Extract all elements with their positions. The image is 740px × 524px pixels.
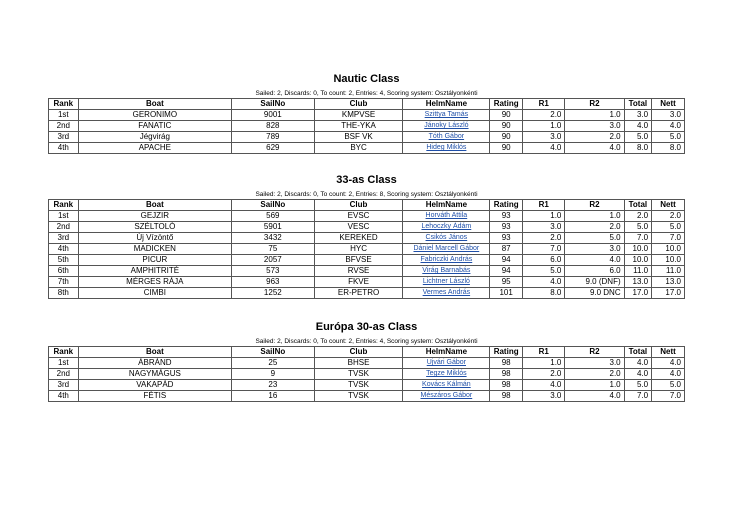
column-header-r2: R2 [565, 99, 624, 110]
results-table [48, 98, 685, 154]
cell-r1: 2.0 [523, 110, 565, 121]
cell-nett: 11.0 [652, 266, 685, 277]
cell-helm-name[interactable]: Szittya Tamás [403, 110, 490, 121]
cell-rank: 1st [49, 110, 79, 121]
cell-helm-name[interactable]: Mészáros Gábor [403, 391, 490, 402]
class-title: Nautic Class [333, 73, 400, 85]
cell-sail-no: 9 [232, 369, 315, 380]
column-header-club: Club [314, 200, 403, 211]
cell-rank: 5th [49, 255, 79, 266]
cell-total: 4.0 [624, 121, 652, 132]
cell-rating: 93 [490, 233, 523, 244]
cell-total: 3.0 [624, 110, 652, 121]
column-header-helm-name: HelmName [403, 200, 490, 211]
table-row [49, 288, 685, 299]
column-header-rating: Rating [490, 347, 523, 358]
cell-nett: 2.0 [652, 211, 685, 222]
cell-sail-no: 3432 [232, 233, 315, 244]
cell-sail-no: 629 [232, 143, 315, 154]
cell-total: 4.0 [624, 369, 652, 380]
cell-nett: 4.0 [652, 121, 685, 132]
cell-nett: 5.0 [652, 222, 685, 233]
column-header-rating: Rating [490, 99, 523, 110]
cell-nett: 13.0 [652, 277, 685, 288]
cell-r2: 2.0 [565, 369, 624, 380]
cell-helm-name[interactable]: Lichtner László [403, 277, 490, 288]
column-header-r1: R1 [523, 99, 565, 110]
cell-rating: 98 [490, 369, 523, 380]
cell-r2: 1.0 [565, 211, 624, 222]
cell-boat: GEJZIR [78, 211, 231, 222]
cell-r1: 6.0 [523, 255, 565, 266]
cell-rank: 4th [49, 391, 79, 402]
cell-total: 2.0 [624, 211, 652, 222]
cell-helm-name[interactable]: Jánoky László [403, 121, 490, 132]
cell-helm-name[interactable]: Lehoczky Ádám [403, 222, 490, 233]
cell-r2: 9.0 DNC [565, 288, 624, 299]
column-header-r1: R1 [523, 200, 565, 211]
scoring-info: Sailed: 2, Discards: 0, To count: 2, Entries: 4, Scoring system: Osztályonkénti [255, 90, 478, 97]
cell-boat: AMPHITRITÉ [78, 266, 231, 277]
cell-boat: GERONIMO [78, 110, 231, 121]
cell-r2: 6.0 [565, 266, 624, 277]
cell-nett: 3.0 [652, 110, 685, 121]
cell-boat: CIMBI [78, 288, 231, 299]
cell-rank: 2nd [49, 369, 79, 380]
cell-sail-no: 573 [232, 266, 315, 277]
cell-sail-no: 963 [232, 277, 315, 288]
header-row [49, 347, 685, 358]
cell-nett: 17.0 [652, 288, 685, 299]
cell-r1: 2.0 [523, 233, 565, 244]
class-section-nautic [48, 72, 685, 154]
cell-club: ER-PETRO [314, 288, 403, 299]
table-row [49, 391, 685, 402]
cell-helm-name[interactable]: Csikós János [403, 233, 490, 244]
cell-total: 11.0 [624, 266, 652, 277]
cell-boat: PICUR [78, 255, 231, 266]
cell-club: BYC [314, 143, 403, 154]
cell-r1: 4.0 [523, 277, 565, 288]
cell-rank: 2nd [49, 222, 79, 233]
cell-total: 5.0 [624, 132, 652, 143]
column-header-helm-name: HelmName [403, 99, 490, 110]
table-row [49, 358, 685, 369]
table-row [49, 110, 685, 121]
cell-r1: 2.0 [523, 369, 565, 380]
cell-rank: 4th [49, 143, 79, 154]
column-header-boat: Boat [78, 99, 231, 110]
cell-r2: 3.0 [565, 121, 624, 132]
cell-sail-no: 23 [232, 380, 315, 391]
cell-boat: Jégvirág [78, 132, 231, 143]
scoring-info: Sailed: 2, Discards: 0, To count: 2, Entries: 8, Scoring system: Osztályonkénti [255, 191, 478, 198]
cell-sail-no: 828 [232, 121, 315, 132]
table-row [49, 233, 685, 244]
cell-rank: 6th [49, 266, 79, 277]
column-header-rank: Rank [49, 200, 79, 211]
cell-club: HYC [314, 244, 403, 255]
cell-rank: 1st [49, 358, 79, 369]
table-row [49, 211, 685, 222]
cell-boat: FANATIC [78, 121, 231, 132]
class-section-33-as [48, 173, 685, 299]
table-row [49, 380, 685, 391]
cell-helm-name[interactable]: Tóth Gábor [403, 132, 490, 143]
cell-r2: 3.0 [565, 244, 624, 255]
table-row [49, 266, 685, 277]
cell-rating: 90 [490, 143, 523, 154]
cell-rank: 7th [49, 277, 79, 288]
cell-r2: 4.0 [565, 391, 624, 402]
cell-rank: 3rd [49, 132, 79, 143]
column-header-boat: Boat [78, 200, 231, 211]
cell-rank: 3rd [49, 233, 79, 244]
cell-helm-name[interactable]: Dániel Marcell Gábor [403, 244, 490, 255]
column-header-total: Total [624, 347, 652, 358]
cell-r1: 3.0 [523, 132, 565, 143]
cell-sail-no: 1252 [232, 288, 315, 299]
cell-boat: FÉTIS [78, 391, 231, 402]
column-header-r1: R1 [523, 347, 565, 358]
cell-total: 5.0 [624, 380, 652, 391]
table-row [49, 222, 685, 233]
cell-total: 7.0 [624, 233, 652, 244]
cell-rating: 98 [490, 358, 523, 369]
cell-r2: 4.0 [565, 143, 624, 154]
cell-club: VESC [314, 222, 403, 233]
cell-rank: 4th [49, 244, 79, 255]
cell-rating: 90 [490, 121, 523, 132]
cell-rating: 94 [490, 255, 523, 266]
cell-rank: 2nd [49, 121, 79, 132]
cell-club: BFVSE [314, 255, 403, 266]
cell-r1: 4.0 [523, 380, 565, 391]
cell-sail-no: 9001 [232, 110, 315, 121]
cell-helm-name[interactable]: Kovács Kálmán [403, 380, 490, 391]
cell-helm-name[interactable]: Hideg Miklós [403, 143, 490, 154]
cell-total: 13.0 [624, 277, 652, 288]
column-header-helm-name: HelmName [403, 347, 490, 358]
table-row [49, 132, 685, 143]
cell-sail-no: 16 [232, 391, 315, 402]
cell-rating: 98 [490, 380, 523, 391]
column-header-sail-no: SailNo [232, 347, 315, 358]
table-row [49, 277, 685, 288]
cell-boat: NAGYMÁGUS [78, 369, 231, 380]
cell-r1: 1.0 [523, 358, 565, 369]
table-row [49, 121, 685, 132]
cell-total: 10.0 [624, 255, 652, 266]
column-header-rank: Rank [49, 99, 79, 110]
cell-helm-name[interactable]: Fabriczki András [403, 255, 490, 266]
cell-total: 4.0 [624, 358, 652, 369]
cell-nett: 10.0 [652, 244, 685, 255]
cell-club: TVSK [314, 380, 403, 391]
cell-total: 10.0 [624, 244, 652, 255]
cell-r1: 5.0 [523, 266, 565, 277]
cell-club: THE-YKA [314, 121, 403, 132]
cell-r2: 2.0 [565, 222, 624, 233]
cell-rating: 98 [490, 391, 523, 402]
cell-club: FKVE [314, 277, 403, 288]
cell-nett: 4.0 [652, 369, 685, 380]
cell-club: KEREKED [314, 233, 403, 244]
cell-r2: 9.0 (DNF) [565, 277, 624, 288]
cell-boat: VAKAPÁD [78, 380, 231, 391]
cell-sail-no: 5901 [232, 222, 315, 233]
cell-r1: 7.0 [523, 244, 565, 255]
cell-rating: 90 [490, 132, 523, 143]
cell-nett: 7.0 [652, 233, 685, 244]
scoring-info: Sailed: 2, Discards: 0, To count: 2, Entries: 4, Scoring system: Osztályonkénti [255, 338, 478, 345]
cell-club: TVSK [314, 391, 403, 402]
cell-boat: ÁBRÁND [78, 358, 231, 369]
cell-rating: 93 [490, 222, 523, 233]
cell-sail-no: 25 [232, 358, 315, 369]
cell-club: KMPVSE [314, 110, 403, 121]
cell-rating: 93 [490, 211, 523, 222]
header-row [49, 200, 685, 211]
column-header-boat: Boat [78, 347, 231, 358]
column-header-r2: R2 [565, 200, 624, 211]
table-row [49, 255, 685, 266]
cell-club: BHSE [314, 358, 403, 369]
cell-r2: 1.0 [565, 110, 624, 121]
cell-sail-no: 569 [232, 211, 315, 222]
column-header-sail-no: SailNo [232, 99, 315, 110]
cell-rating: 87 [490, 244, 523, 255]
cell-nett: 8.0 [652, 143, 685, 154]
column-header-sail-no: SailNo [232, 200, 315, 211]
cell-nett: 4.0 [652, 358, 685, 369]
cell-nett: 5.0 [652, 380, 685, 391]
cell-boat: Új Vízöntő [78, 233, 231, 244]
column-header-club: Club [314, 347, 403, 358]
cell-boat: APACHE [78, 143, 231, 154]
cell-boat: MÉRGES RÁJA [78, 277, 231, 288]
column-header-total: Total [624, 99, 652, 110]
table-row [49, 369, 685, 380]
cell-rating: 95 [490, 277, 523, 288]
cell-nett: 5.0 [652, 132, 685, 143]
cell-sail-no: 75 [232, 244, 315, 255]
cell-boat: SZÉLTOLÓ [78, 222, 231, 233]
class-title: Európa 30-as Class [315, 321, 418, 333]
cell-total: 7.0 [624, 391, 652, 402]
cell-helm-name[interactable]: Ujvári Gábor [403, 358, 490, 369]
column-header-club: Club [314, 99, 403, 110]
header-row [49, 99, 685, 110]
cell-total: 8.0 [624, 143, 652, 154]
cell-sail-no: 2057 [232, 255, 315, 266]
table-row [49, 143, 685, 154]
cell-rank: 3rd [49, 380, 79, 391]
cell-sail-no: 789 [232, 132, 315, 143]
cell-r1: 4.0 [523, 143, 565, 154]
cell-helm-name[interactable]: Vermes András [403, 288, 490, 299]
column-header-rating: Rating [490, 200, 523, 211]
cell-nett: 10.0 [652, 255, 685, 266]
table-row [49, 244, 685, 255]
cell-rating: 90 [490, 110, 523, 121]
column-header-nett: Nett [652, 347, 685, 358]
cell-club: BSF VK [314, 132, 403, 143]
column-header-nett: Nett [652, 99, 685, 110]
cell-r1: 8.0 [523, 288, 565, 299]
cell-total: 17.0 [624, 288, 652, 299]
cell-r1: 1.0 [523, 211, 565, 222]
cell-nett: 7.0 [652, 391, 685, 402]
cell-total: 5.0 [624, 222, 652, 233]
class-title: 33-as Class [336, 174, 397, 186]
cell-r2: 5.0 [565, 233, 624, 244]
column-header-r2: R2 [565, 347, 624, 358]
cell-boat: MADICKEN [78, 244, 231, 255]
cell-helm-name[interactable]: Virág Barnabás [403, 266, 490, 277]
cell-r1: 3.0 [523, 391, 565, 402]
column-header-total: Total [624, 200, 652, 211]
cell-rank: 8th [49, 288, 79, 299]
column-header-rank: Rank [49, 347, 79, 358]
cell-r2: 2.0 [565, 132, 624, 143]
cell-club: RVSE [314, 266, 403, 277]
cell-club: TVSK [314, 369, 403, 380]
cell-club: EVSC [314, 211, 403, 222]
results-table [48, 346, 685, 402]
cell-r2: 1.0 [565, 380, 624, 391]
cell-rank: 1st [49, 211, 79, 222]
cell-r1: 1.0 [523, 121, 565, 132]
cell-r2: 3.0 [565, 358, 624, 369]
cell-helm-name[interactable]: Tegze Miklós [403, 369, 490, 380]
cell-r2: 4.0 [565, 255, 624, 266]
column-header-nett: Nett [652, 200, 685, 211]
cell-helm-name[interactable]: Horváth Attila [403, 211, 490, 222]
cell-r1: 3.0 [523, 222, 565, 233]
cell-rating: 94 [490, 266, 523, 277]
cell-rating: 101 [490, 288, 523, 299]
class-section-europa-30-as [48, 320, 685, 402]
results-table [48, 199, 685, 299]
